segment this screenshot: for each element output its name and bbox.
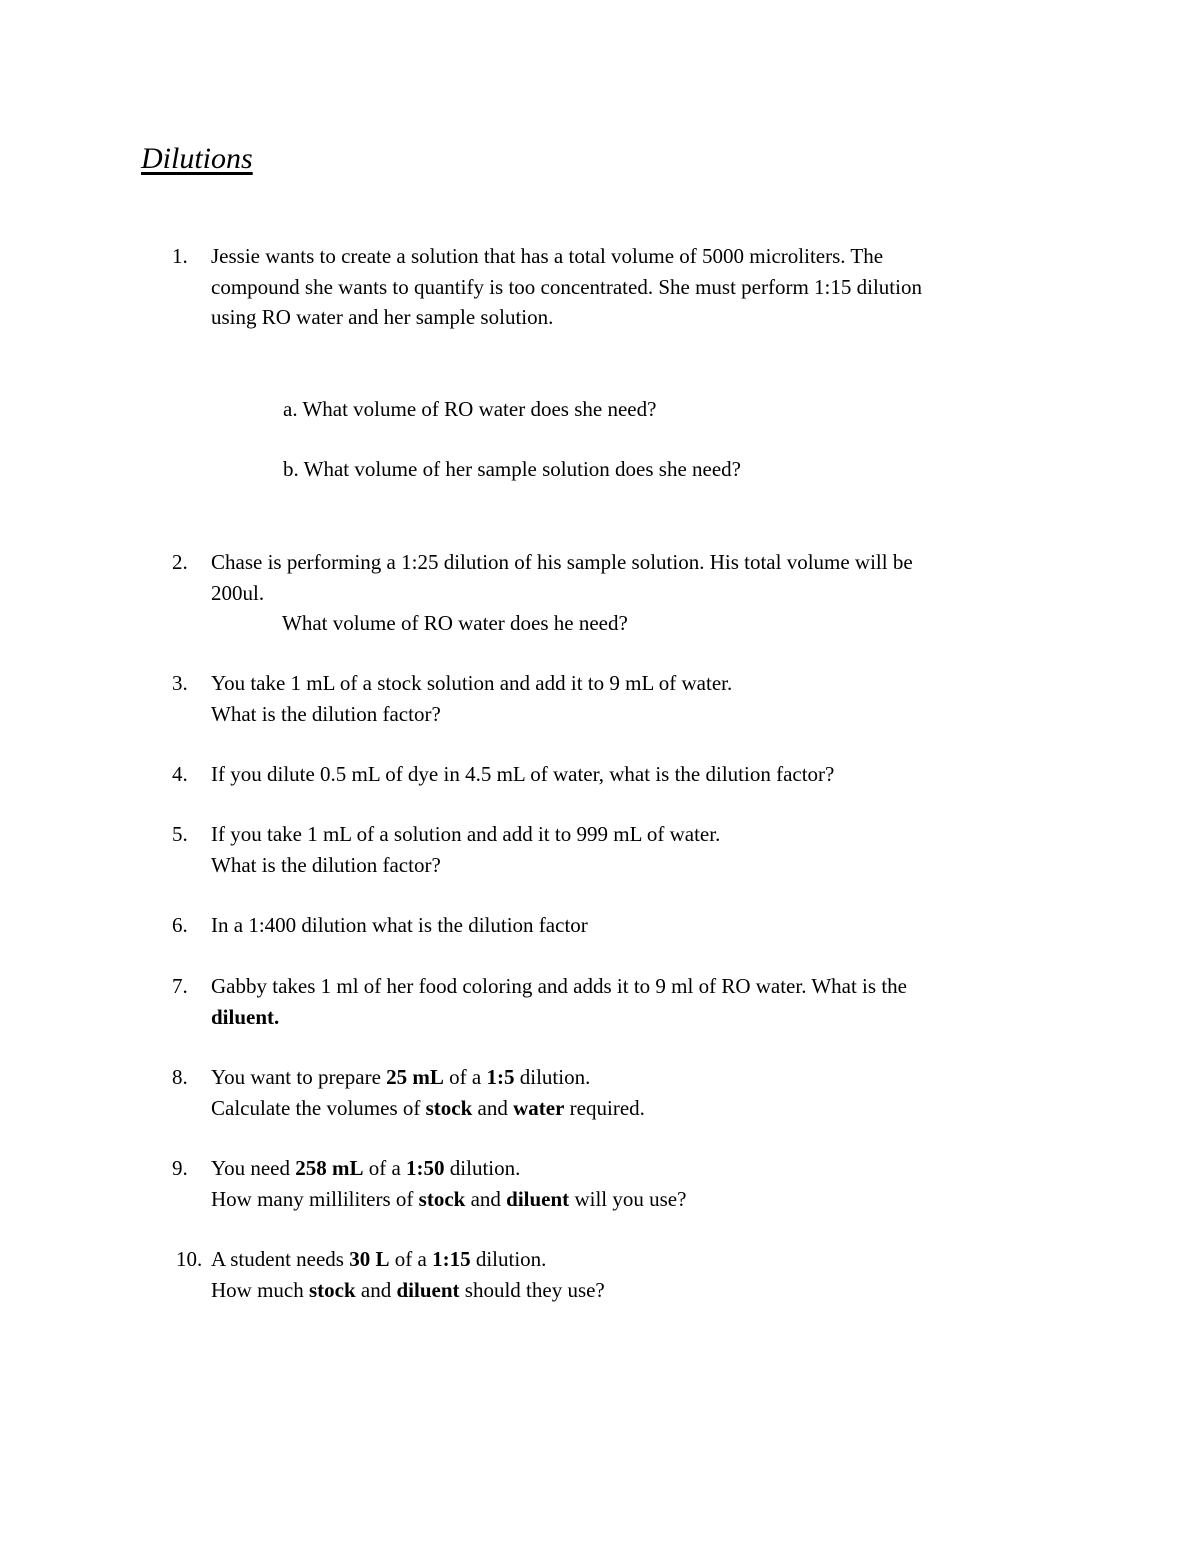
bold-term: water [513, 1095, 565, 1120]
question-line: Jessie wants to create a solution that has a total volume of 5000 microliters. The [211, 244, 884, 268]
bold-term: 25 mL [386, 1065, 444, 1089]
question-line: compound she wants to quantify is too concentrated. She must perform 1:15 dilution [211, 274, 922, 299]
question-line [211, 1002, 1031, 1033]
bold-term: diluent [396, 1277, 460, 1302]
question-line: A student needs 30 L of a 1:15 dilution. [211, 1247, 547, 1271]
question-line: You need 258 mL of a 1:50 dilution. [211, 1156, 521, 1180]
question-line: 200ul. [211, 580, 265, 605]
question-line: You take 1 mL of a stock solution and add it to 9 mL of water. [211, 671, 733, 695]
question-text [211, 547, 1031, 639]
question-line: You want to prepare 25 mL of a 1:5 dilution. [211, 1065, 591, 1089]
question-number: 3. [172, 671, 188, 695]
question-number: 5. [172, 822, 188, 846]
question-number: 6. [172, 913, 188, 937]
question-text [211, 819, 1031, 880]
question-line: Calculate the volumes of stock and water required. [211, 1095, 645, 1120]
bold-term: 30 L [349, 1247, 390, 1271]
question-line: Gabby takes 1 ml of her food coloring and adds it to 9 ml of RO water. What is the [211, 974, 907, 998]
question-line: How much stock and diluent should they use? [211, 1277, 605, 1302]
question-number: 8. [172, 1065, 188, 1089]
bold-term: 1:50 [406, 1156, 445, 1180]
question-line: In a 1:400 dilution what is the dilution factor [211, 913, 588, 937]
question-text [211, 1153, 1031, 1214]
question-text [211, 1062, 1031, 1123]
question-line: What is the dilution factor? [211, 701, 441, 726]
question-line: How many milliliters of stock and diluent will you use? [211, 1186, 687, 1211]
bold-term: stock [425, 1095, 473, 1120]
question-text [211, 668, 1031, 729]
question-text [211, 971, 1031, 1032]
bold-term: 258 mL [295, 1156, 364, 1180]
page-title: Dilutions [141, 142, 253, 175]
question-number: 2. [172, 550, 188, 574]
question-1-part-b: b. What volume of her sample solution does she need? [283, 457, 742, 481]
question-line: If you take 1 mL of a solution and add it to 999 mL of water. [211, 822, 721, 846]
bold-term: stock [309, 1277, 356, 1302]
question-text [211, 759, 1031, 790]
question-line: What is the dilution factor? [211, 852, 441, 877]
question-text [211, 910, 1031, 941]
bold-term: stock [418, 1186, 466, 1211]
bold-term: diluent [506, 1186, 570, 1211]
bold-term: 1:5 [486, 1065, 515, 1089]
question-number: 1. [172, 244, 188, 268]
question-number: 9. [172, 1156, 188, 1180]
question-line: If you dilute 0.5 mL of dye in 4.5 mL of water, what is the dilution factor? [211, 762, 835, 786]
question-number: 10. [176, 1247, 203, 1271]
question-1-part-a: a. What volume of RO water does she need? [283, 397, 657, 421]
question-line: using RO water and her sample solution. [211, 305, 554, 329]
question-text [211, 241, 1031, 333]
question-number: 4. [172, 762, 188, 786]
bold-term: diluent. [211, 1004, 280, 1029]
bold-term: 1:15 [432, 1247, 471, 1271]
question-text [211, 1244, 1031, 1305]
question-line: What volume of RO water does he need? [282, 611, 628, 635]
question-number: 7. [172, 974, 188, 998]
question-line: Chase is performing a 1:25 dilution of his sample solution. His total volume will be [211, 550, 913, 574]
